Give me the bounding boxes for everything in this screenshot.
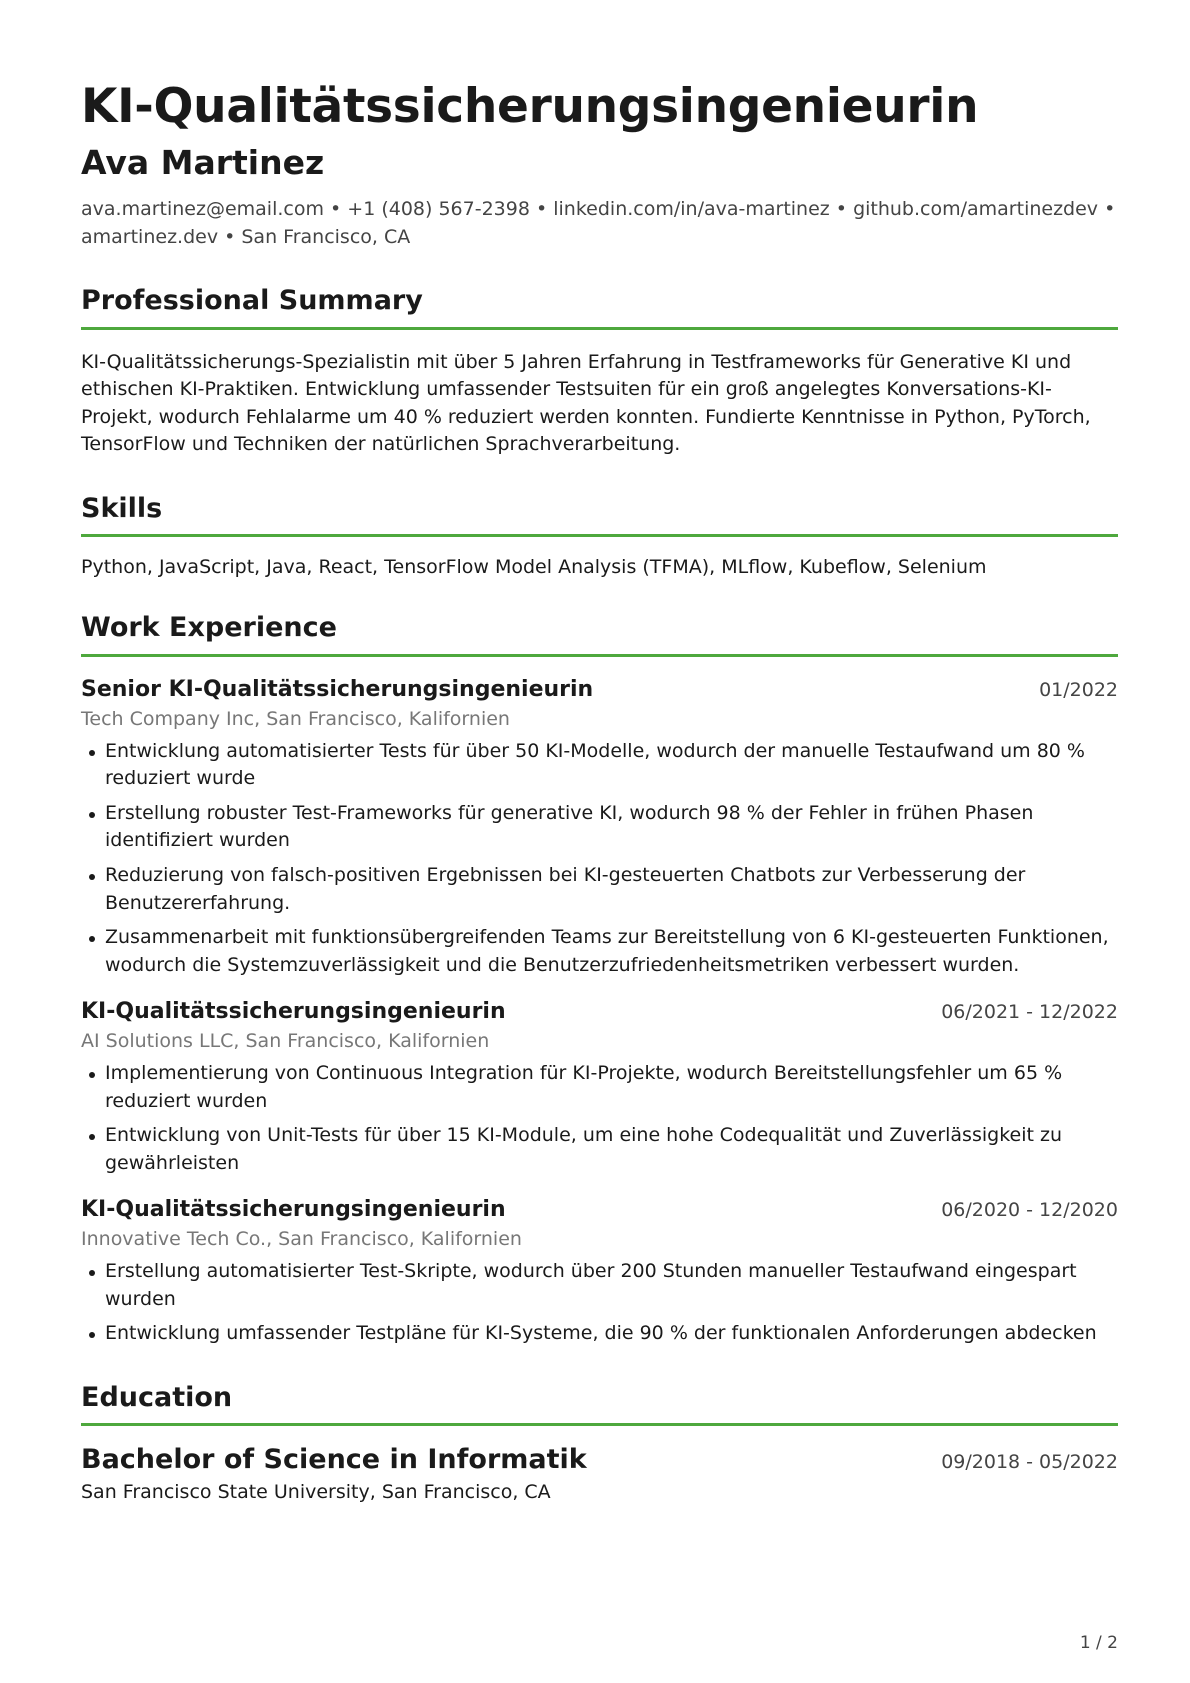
bullet-item: Erstellung robuster Test-Frameworks für generative KI, wodurch 98 % der Fehler in frühen Phasen identifiziert wurden [105, 800, 1118, 855]
section-heading-experience: Work Experience [81, 612, 1118, 656]
candidate-name: Ava Martinez [81, 142, 325, 182]
skills-section [81, 493, 1118, 578]
bullet-item: Reduzierung von falsch-positiven Ergebnissen bei KI-gesteuerten Chatbots zur Verbesserung der Benutzererfahrung. [105, 862, 1118, 917]
job-date: 01/2022 [1039, 678, 1118, 701]
job-company: Innovative Tech Co., San Francisco, Kalifornien [81, 1228, 522, 1251]
document-title: KI-Qualitätssicherungsingenieurin [81, 79, 979, 134]
contact-separator: • [1098, 198, 1116, 221]
job-entry [81, 1197, 1118, 1348]
contact-separator: • [829, 198, 854, 221]
summary-text: KI-Qualitätssicherungs-Spezialistin mit über 5 Jahren Erfahrung in Testframeworks für Generative KI und ethischen KI-Praktiken. Entwicklung umfassender Testsuiten für ein groß angelegtes Konversations-KI-Projekt, wodurch Fehlalarme um 40 % reduziert werden konnten. Fundierte Kenntnisse in Python, PyTorch, TensorFlow und Techniken der natürlichen Sprachverarbeitung. [81, 350, 1091, 456]
job-company: Tech Company Inc, San Francisco, Kalifornien [81, 707, 510, 730]
experience-section [81, 612, 1118, 1348]
job-title: KI-Qualitätssicherungsingenieurin [81, 1197, 506, 1223]
job-bullets [81, 1258, 1118, 1348]
job-bullets [81, 1060, 1118, 1177]
resume-page [81, 78, 1118, 1503]
contact-linkedin[interactable]: linkedin.com/in/ava-martinez [553, 198, 830, 221]
section-heading-summary: Professional Summary [81, 285, 1118, 329]
education-date: 09/2018 - 05/2022 [941, 1451, 1118, 1474]
job-company: AI Solutions LLC, San Francisco, Kalifornien [81, 1030, 490, 1053]
bullet-item: Zusammenarbeit mit funktionsübergreifenden Teams zur Bereitstellung von 6 KI-gesteuerten Funktionen, wodurch die Systemzuverlässigkeit und die Benutzerzufriedenheitsmetriken verbessert wurden. [105, 924, 1118, 979]
education-school: San Francisco State University, San Francisco, CA [81, 1481, 551, 1504]
contact-website[interactable]: amartinez.dev [81, 225, 219, 248]
contact-separator: • [529, 198, 554, 221]
section-heading-education: Education [81, 1382, 1118, 1426]
job-title: KI-Qualitätssicherungsingenieurin [81, 999, 506, 1025]
contact-line [81, 196, 1118, 251]
education-degree: Bachelor of Science in Informatik [81, 1444, 587, 1476]
contact-separator: • [323, 198, 348, 221]
job-bullets [81, 738, 1118, 979]
job-date: 06/2020 - 12/2020 [941, 1199, 1118, 1222]
contact-phone[interactable]: +1 (408) 567-2398 [347, 198, 530, 221]
job-title: Senior KI-Qualitätssicherungsingenieurin [81, 676, 594, 702]
bullet-item: Implementierung von Continuous Integration für KI-Projekte, wodurch Bereitstellungsfehler um 65 % reduziert wurden [105, 1060, 1118, 1115]
bullet-item: Entwicklung umfassender Testpläne für KI-Systeme, die 90 % der funktionalen Anforderungen abdecken [105, 1320, 1118, 1348]
job-entry [81, 677, 1118, 979]
contact-email[interactable]: ava.martinez@email.com [81, 198, 324, 221]
job-date: 06/2021 - 12/2022 [941, 1001, 1118, 1024]
education-section [81, 1382, 1118, 1503]
section-heading-skills: Skills [81, 493, 1118, 537]
bullet-item: Erstellung automatisierter Test-Skripte, wodurch über 200 Stunden manueller Testaufwand eingespart wurden [105, 1258, 1118, 1313]
contact-github[interactable]: github.com/amartinezdev [853, 198, 1099, 221]
summary-section [81, 285, 1118, 459]
bullet-item: Entwicklung automatisierter Tests für über 50 KI-Modelle, wodurch der manuelle Testaufwand um 80 % reduziert wurde [105, 738, 1118, 793]
bullet-item: Entwicklung von Unit-Tests für über 15 KI-Module, um eine hohe Codequalität und Zuverlässigkeit zu gewährleisten [105, 1122, 1118, 1177]
skills-text: Python, JavaScript, Java, React, TensorFlow Model Analysis (TFMA), MLflow, Kubeflow, Selenium [81, 556, 987, 579]
contact-location: San Francisco, CA [241, 225, 411, 248]
job-entry [81, 999, 1118, 1177]
page-number: 1 / 2 [1079, 1633, 1118, 1653]
contact-separator: • [218, 225, 242, 248]
